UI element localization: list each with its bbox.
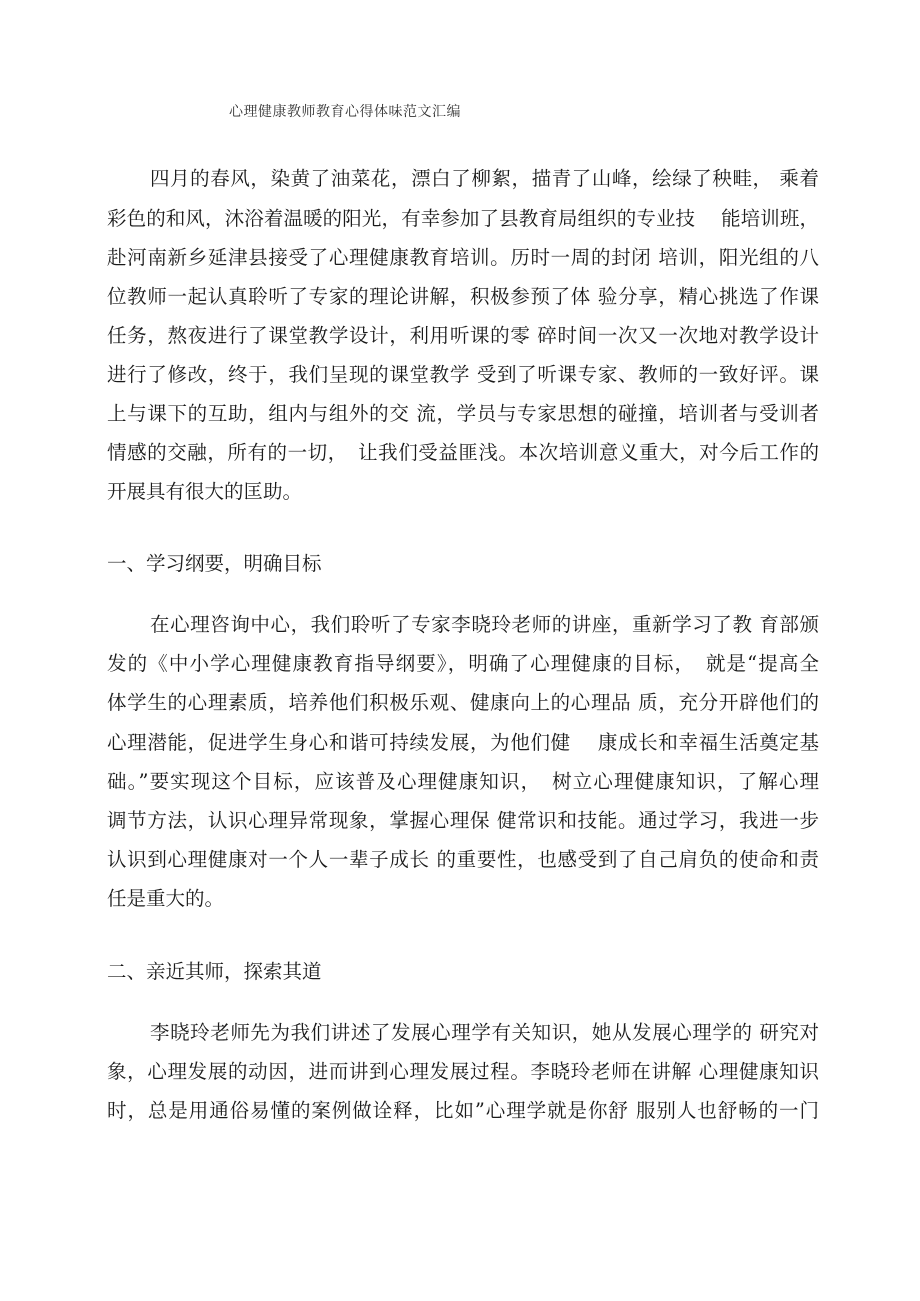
section-heading-2: 二、亲近其师，探索其道	[107, 960, 322, 983]
paragraph-1-line-1: 四月的春风，染黄了油菜花，漂白了柳絮，描青了山峰，绘绿了秧畦， 乘着	[150, 167, 819, 190]
paragraph-1-line-4: 位教师一起认真聆听了专家的理论讲解，积极参预了体 验分享，精心挑选了作课	[107, 285, 819, 308]
paragraph-2-line-8: 任是重大的。	[107, 887, 225, 910]
paragraph-2-line-3: 体学生的心理素质，培养他们积极乐观、健康向上的心理品 质，充分开辟他们的	[107, 691, 819, 714]
paragraph-3-line-3: 时，总是用通俗易懂的案例做诠释，比如”心理学就是你舒 服别人也舒畅的一门	[107, 1099, 819, 1122]
document-title: 心理健康教师教育心得体味范文汇编	[229, 104, 461, 120]
paragraph-2-line-6: 调节方法，认识心理异常现象，掌握心理保 健常识和技能。通过学习，我进一步	[107, 809, 819, 832]
paragraph-2-line-1: 在心理咨询中心，我们聆听了专家李晓玲老师的讲座，重新学习了教 育部颁	[150, 613, 819, 636]
paragraph-3-line-1: 李晓玲老师先为我们讲述了发展心理学有关知识，她从发展心理学的 研究对	[150, 1021, 819, 1044]
section-heading-1: 一、学习纲要，明确目标	[107, 552, 322, 575]
paragraph-1-line-5: 任务，熬夜进行了课堂教学设计，利用听课的零 碎时间一次又一次地对教学设计	[107, 324, 819, 347]
paragraph-1-line-6: 进行了修改，终于，我们呈现的课堂教学 受到了听课专家、教师的一致好评。课	[107, 363, 819, 386]
paragraph-1-line-2: 彩色的和风，沐浴着温暖的阳光，有幸参加了县教育局组织的专业技 能培训班，	[107, 207, 819, 230]
paragraph-1-line-7: 上与课下的互助，组内与组外的交 流，学员与专家思想的碰撞，培训者与受训者	[107, 402, 819, 425]
paragraph-2-line-4: 心理潜能，促进学生身心和谐可持续发展，为他们健 康成长和幸福生活奠定基	[107, 731, 819, 754]
paragraph-3-line-2: 象，心理发展的动因，进而讲到心理发展过程。李晓玲老师在讲解 心理健康知识	[107, 1060, 819, 1083]
paragraph-1-line-9: 开展具有很大的匡助。	[107, 480, 303, 503]
paragraph-2-line-2: 发的《中小学心理健康教育指导纲要》，明确了心理健康的目标， 就是“提高全	[107, 652, 819, 675]
paragraph-1-line-8: 情感的交融，所有的一切， 让我们受益匪浅。本次培训意义重大，对今后工作的	[107, 441, 819, 464]
paragraph-2-line-5: 础。”要实现这个目标，应该普及心理健康知识， 树立心理健康知识，了解心理	[107, 770, 819, 793]
paragraph-2-line-7: 认识到心理健康对一个人一辈子成长 的重要性，也感受到了自己肩负的使命和责	[107, 848, 819, 871]
paragraph-1-line-3: 赴河南新乡延津县接受了心理健康教育培训。历时一周的封闭 培训，阳光组的八	[107, 246, 819, 269]
